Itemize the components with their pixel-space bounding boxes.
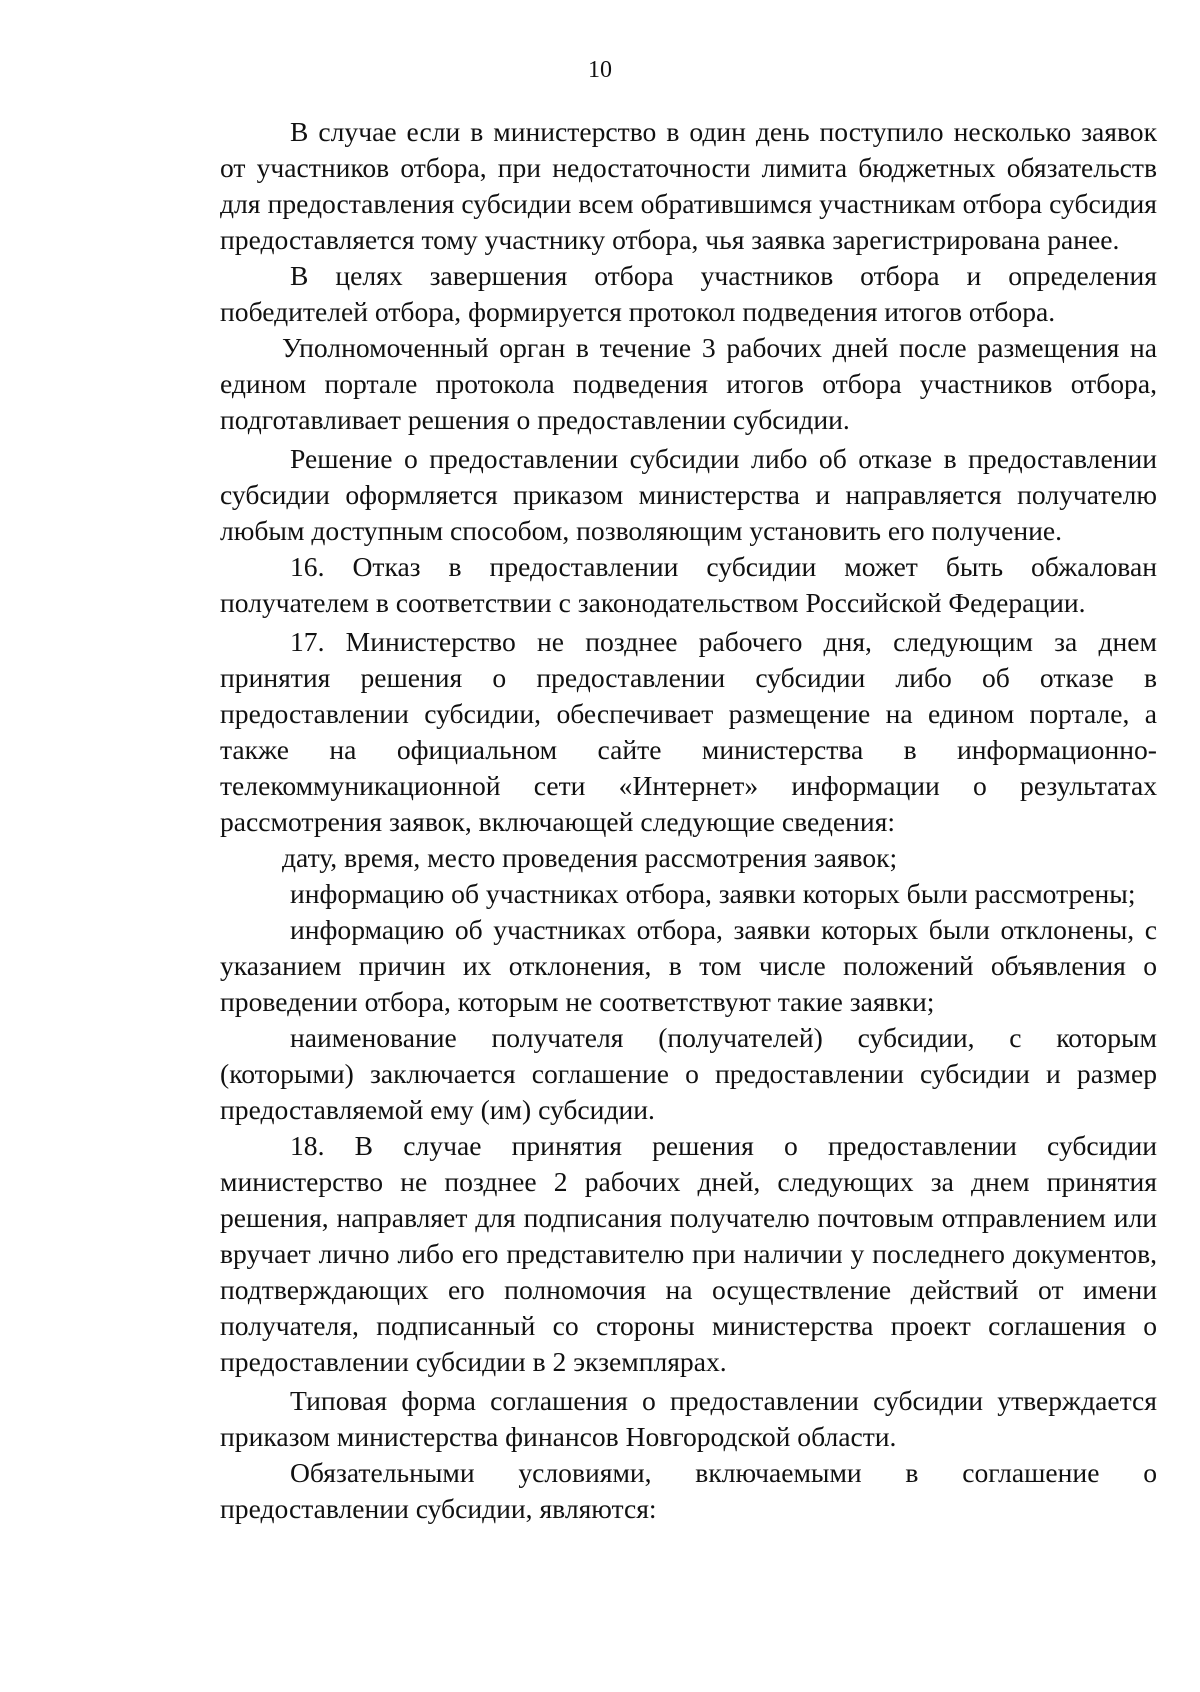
paragraph-list-rejected: информацию об участниках отбора, заявки которых были отклонены, с указанием причин их отклонения, в том числе положений объявления о проведении отбора, которым не соответствуют такие заявки; <box>220 914 1157 1017</box>
paragraph-list-considered: информацию об участниках отбора, заявки которых были рассмотрены; <box>290 878 1136 909</box>
paragraph-mandatory-conditions: Обязательными условиями, включаемыми в соглашение о предоставлении субсидии, являются: <box>220 1457 1157 1524</box>
paragraph-standard-form: Типовая форма соглашения о предоставлении субсидии утверждается приказом министерства финансов Новгородской области. <box>220 1385 1157 1452</box>
paragraph-item-17: 17. Министерство не позднее рабочего дня, следующим за днем принятия решения о предоставлении субсидии либо об отказе в предоставлении субсидии, обеспечивает размещение на едином портале, а также на официальном сайте министерства в информационно-телекоммуникационной сети «Интернет» информации о результатах рассмотрения заявок, включающей следующие сведения: <box>220 626 1157 837</box>
paragraph-decision: Решение о предоставлении субсидии либо об отказе в предоставлении субсидии оформляется приказом министерства и направляется получателю любым доступным способом, позволяющим установить его получение. <box>220 443 1157 546</box>
paragraph-item-18: 18. В случае принятия решения о предоставлении субсидии министерство не позднее 2 рабочих дней, следующих за днем принятия решения, направляет для подписания получателю почтовым отправлением или вручает лично либо его представителю при наличии у последнего документов, подтверждающих его полномочия на осуществление действий от имени получателя, подписанный со стороны министерства проект соглашения о предоставлении субсидии в 2 экземплярах. <box>220 1130 1157 1377</box>
paragraph-list-recipient: наименование получателя (получателей) субсидии, с которым (которыми) заключается соглашение о предоставлении субсидии и размер предоставляемой ему (им) субсидии. <box>220 1022 1157 1125</box>
paragraph-selection-completion: В целях завершения отбора участников отбора и определения победителей отбора, формируется протокол подведения итогов отбора. <box>220 260 1157 327</box>
paragraph-item-16: 16. Отказ в предоставлении субсидии может быть обжалован получателем в соответствии с законодательством Российской Федерации. <box>220 551 1157 618</box>
paragraph-ministry-same-day: В случае если в министерство в один день поступило несколько заявок от участников отбора, при недостаточности лимита бюджетных обязательств для предоставления субсидии всем обратившимся участникам отбора субсидия предоставляется тому участнику отбора, чья заявка зарегистрирована ранее. <box>220 116 1157 255</box>
paragraph-authorized-body: Уполномоченный орган в течение 3 рабочих дней после размещения на едином портале протокола подведения итогов отбора участников отбора, подготавливает решения о предоставлении субсидии. <box>220 332 1157 435</box>
document-body <box>220 114 1157 1527</box>
paragraph-list-date: дату, время, место проведения рассмотрения заявок; <box>282 842 898 873</box>
page-number: 10 <box>588 57 612 83</box>
